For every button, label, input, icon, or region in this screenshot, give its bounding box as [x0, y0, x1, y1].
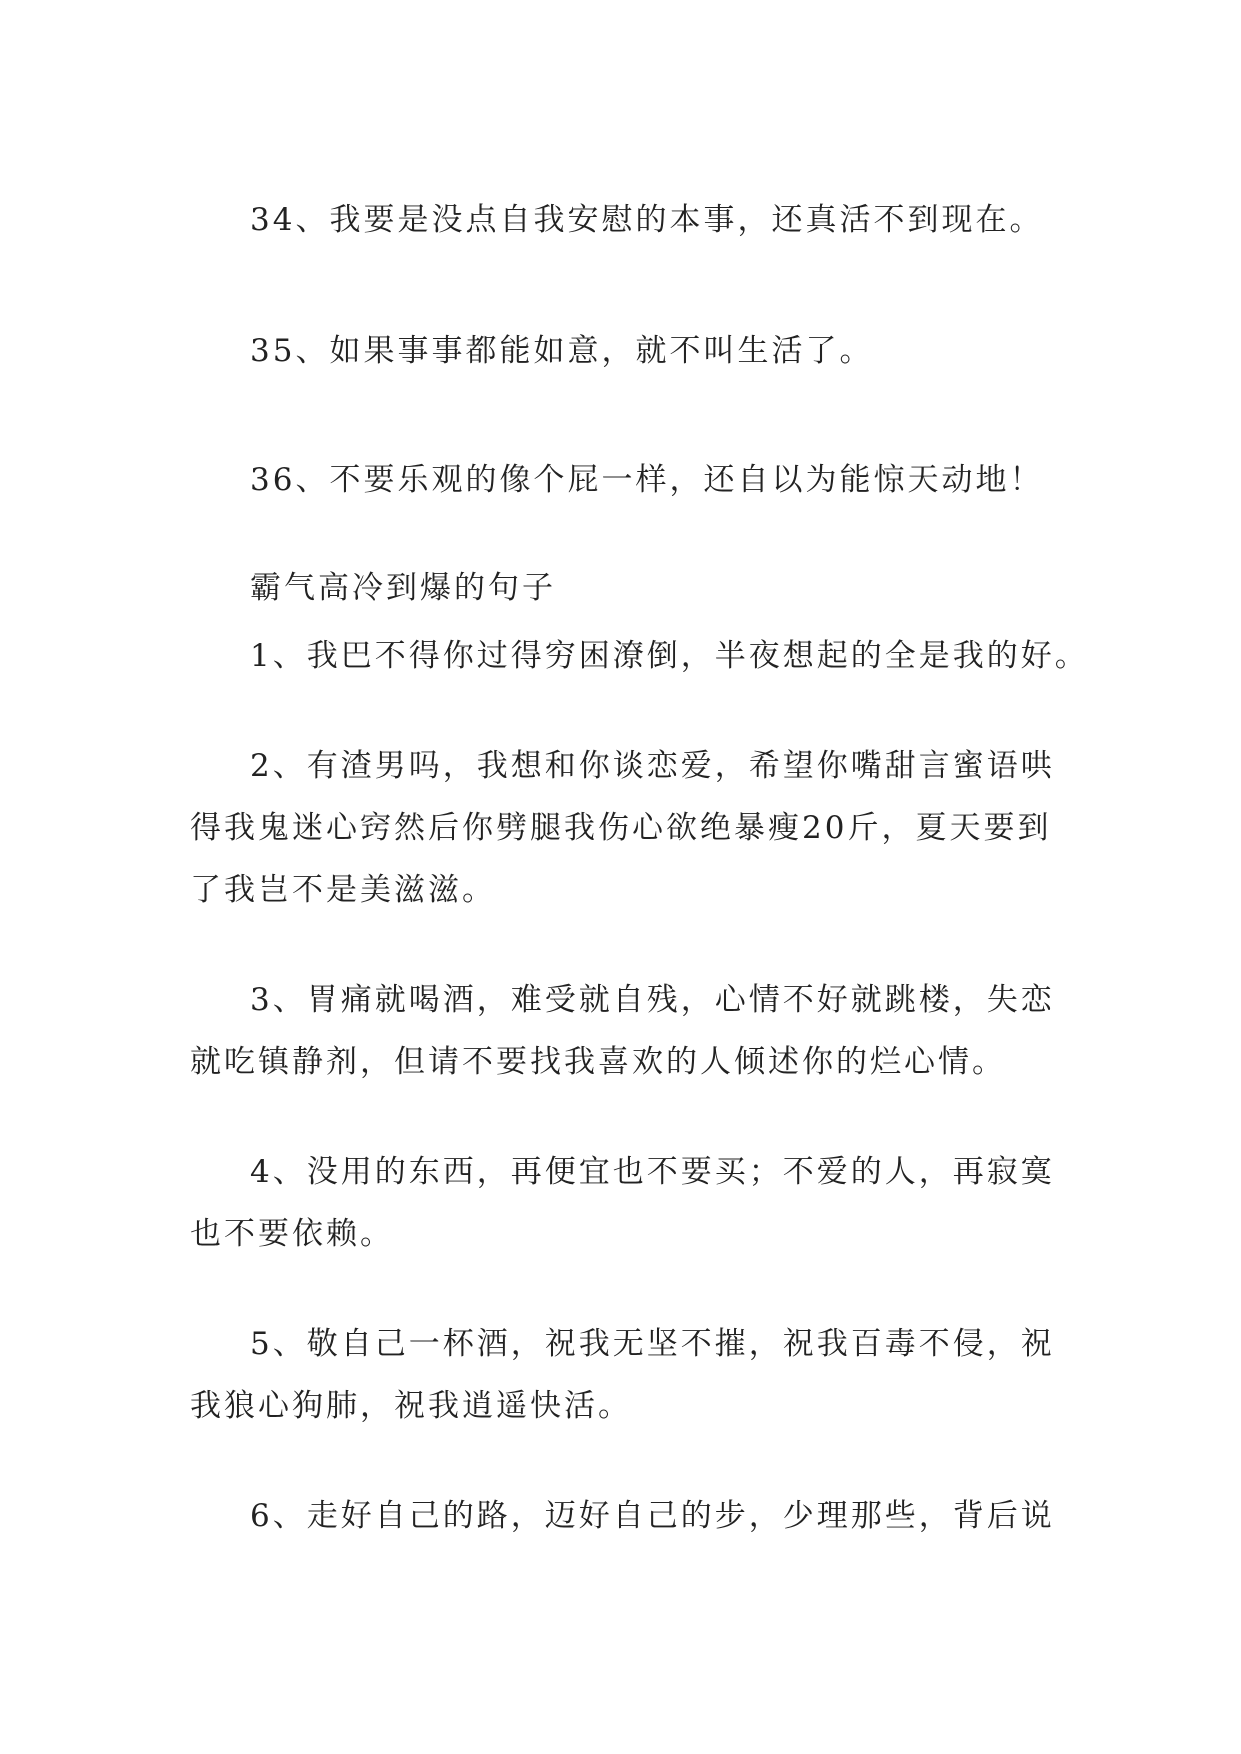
- quote-item-36: 36、不要乐观的像个屁一样，还自以为能惊天动地！: [250, 462, 1044, 498]
- quote-item-35: 35、如果事事都能如意，就不叫生活了。: [250, 333, 874, 369]
- quote-item-2: 2、有渣男吗，我想和你谈恋爱，希望你嘴甜言蜜语哄: [250, 748, 1055, 784]
- quote-item-5: 5、敬自己一杯酒，祝我无坚不摧，祝我百毒不侵，祝: [250, 1326, 1055, 1362]
- quote-item-2-line-3: 了我岂不是美滋滋。: [190, 872, 496, 908]
- quote-item-3: 3、胃痛就喝酒，难受就自残，心情不好就跳楼，失恋: [250, 982, 1055, 1018]
- quote-item-34: 34、我要是没点自我安慰的本事，还真活不到现在。: [250, 202, 1044, 238]
- quote-item-2-line-2: 得我鬼迷心窍然后你劈腿我伤心欲绝暴瘦20斤，夏天要到: [190, 810, 1052, 846]
- quote-item-4-line-2: 也不要依赖。: [190, 1216, 394, 1252]
- quote-item-3-line-2: 就吃镇静剂，但请不要找我喜欢的人倾述你的烂心情。: [190, 1044, 1006, 1080]
- quote-item-1: 1、我巴不得你过得穷困潦倒，半夜想起的全是我的好。: [250, 638, 1089, 674]
- quote-item-4: 4、没用的东西，再便宜也不要买；不爱的人，再寂寞: [250, 1154, 1055, 1190]
- section-heading: 霸气高冷到爆的句子: [250, 570, 556, 606]
- quote-item-5-line-2: 我狼心狗肺，祝我逍遥快活。: [190, 1388, 632, 1424]
- quote-item-6: 6、走好自己的路，迈好自己的步，少理那些，背后说: [250, 1498, 1055, 1534]
